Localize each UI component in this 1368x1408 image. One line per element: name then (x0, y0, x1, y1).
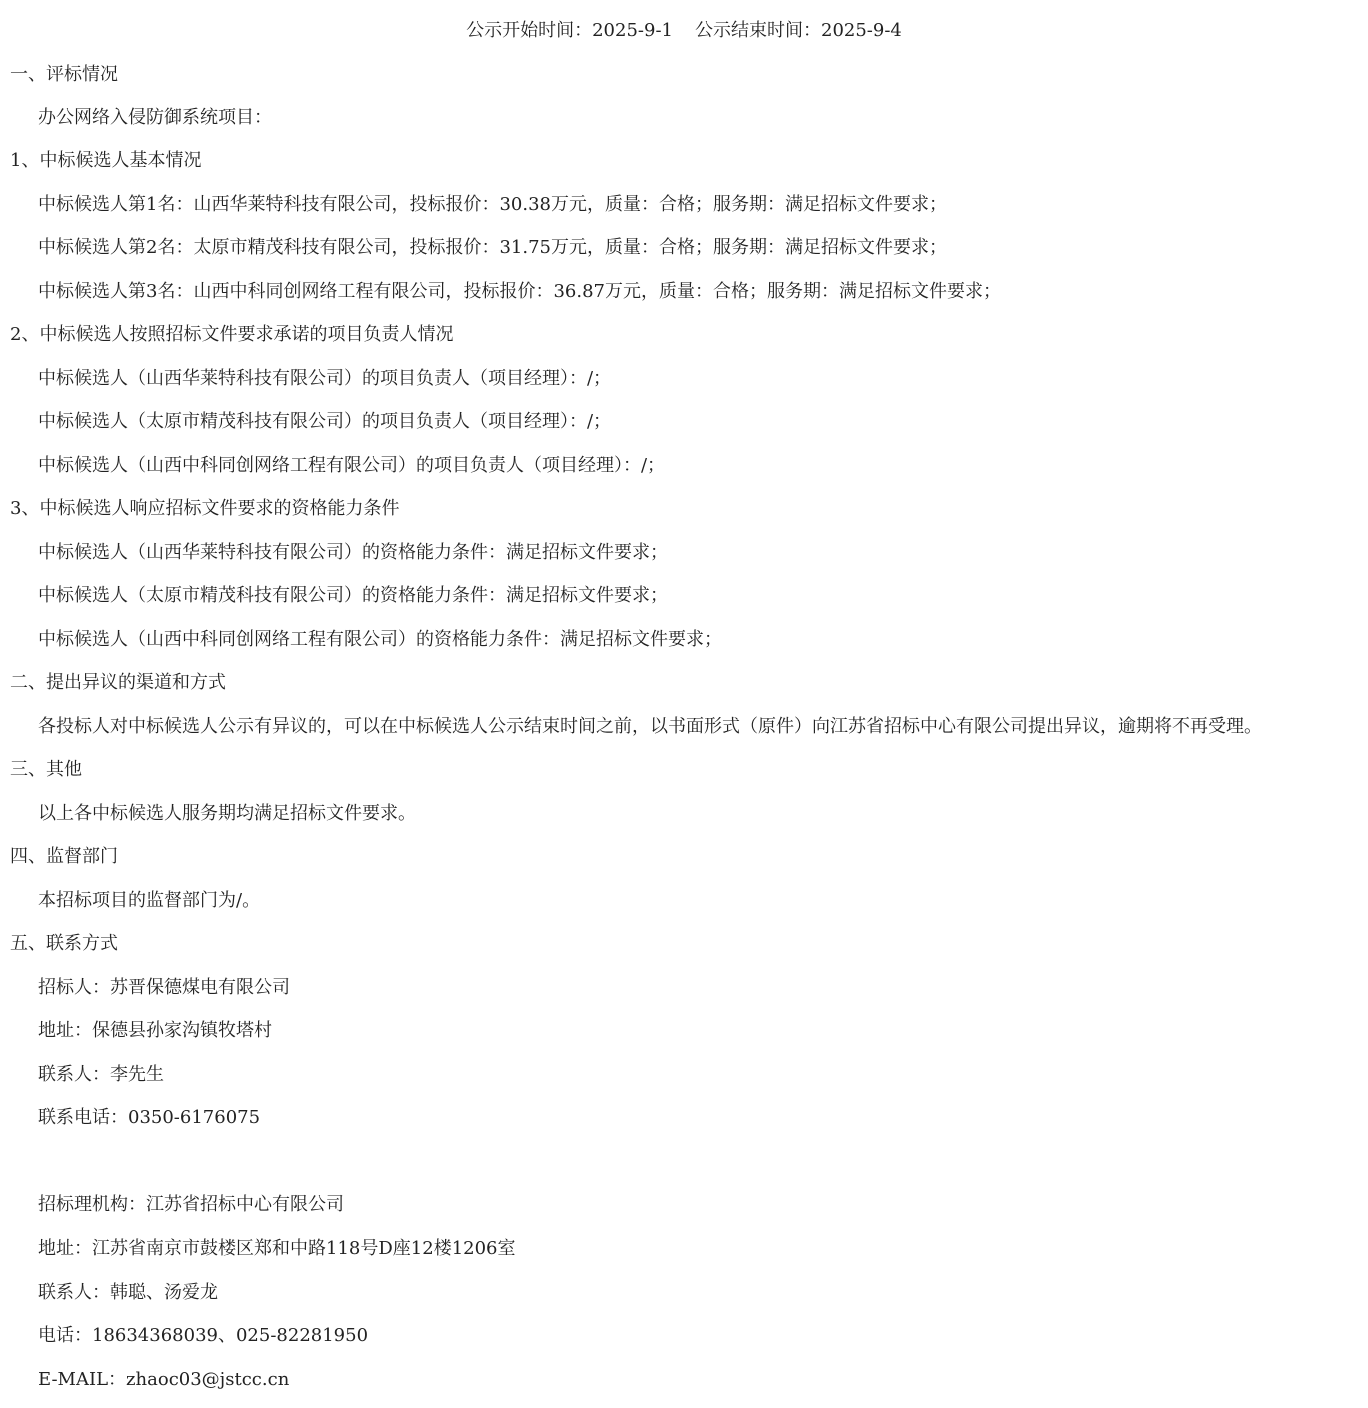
section-heading-objection: 二、提出异议的渠道和方式 (10, 672, 226, 693)
tenderer-phone: 联系电话：0350-6176075 (38, 1107, 261, 1128)
objection-text: 各投标人对中标候选人公示有异议的，可以在中标候选人公示结束时间之前，以书面形式（原件）向江苏省招标中心有限公司提出异议，逾期将不再受理。 (38, 716, 1262, 737)
candidate-rank-1: 中标候选人第1名：山西华莱特科技有限公司，投标报价：30.38万元，质量：合格；服务期：满足招标文件要求； (38, 194, 947, 215)
tenderer-contact-person: 联系人：李先生 (38, 1064, 164, 1085)
agency-address: 地址：江苏省南京市鼓楼区郑和中路118号D座12楼1206室 (38, 1238, 516, 1259)
tenderer-address: 地址：保德县孙家沟镇牧塔村 (38, 1020, 272, 1041)
other-text: 以上各中标候选人服务期均满足招标文件要求。 (38, 803, 416, 824)
subheading-qualification: 3、中标候选人响应招标文件要求的资格能力条件 (10, 498, 400, 519)
notice-start-time: 公示开始时间：2025-9-1 (466, 20, 673, 41)
subheading-candidate-basic: 1、中标候选人基本情况 (10, 150, 202, 171)
tenderer-name: 招标人：苏晋保德煤电有限公司 (38, 977, 290, 998)
section-heading-supervision: 四、监督部门 (10, 846, 118, 867)
agency-phone: 电话：18634368039、025-82281950 (38, 1325, 369, 1346)
agency-name: 招标理机构：江苏省招标中心有限公司 (38, 1194, 344, 1215)
section-heading-other: 三、其他 (10, 759, 82, 780)
manager-item: 中标候选人（山西中科同创网络工程有限公司）的项目负责人（项目经理）：/； (38, 455, 666, 476)
agency-email: E-MAIL：zhaoc03@jstcc.cn (38, 1369, 290, 1390)
qualification-item: 中标候选人（太原市精茂科技有限公司）的资格能力条件：满足招标文件要求； (38, 585, 668, 606)
agency-contact-person: 联系人：韩聪、汤爱龙 (38, 1282, 218, 1303)
manager-item: 中标候选人（山西华莱特科技有限公司）的项目负责人（项目经理）：/； (38, 368, 612, 389)
section-heading-evaluation: 一、评标情况 (10, 64, 118, 85)
project-name: 办公网络入侵防御系统项目： (38, 107, 272, 128)
supervision-text: 本招标项目的监督部门为/。 (38, 890, 261, 911)
qualification-item: 中标候选人（山西华莱特科技有限公司）的资格能力条件：满足招标文件要求； (38, 542, 668, 563)
notice-end-time: 公示结束时间：2025-9-4 (695, 20, 902, 41)
section-heading-contact: 五、联系方式 (10, 933, 118, 954)
notice-times (0, 18, 1368, 44)
candidate-rank-2: 中标候选人第2名：太原市精茂科技有限公司，投标报价：31.75万元，质量：合格；服务期：满足招标文件要求； (38, 237, 947, 258)
candidate-rank-3: 中标候选人第3名：山西中科同创网络工程有限公司，投标报价：36.87万元，质量：合格；服务期：满足招标文件要求； (38, 281, 1001, 302)
qualification-item: 中标候选人（山西中科同创网络工程有限公司）的资格能力条件：满足招标文件要求； (38, 629, 722, 650)
manager-item: 中标候选人（太原市精茂科技有限公司）的项目负责人（项目经理）：/； (38, 411, 612, 432)
subheading-project-manager: 2、中标候选人按照招标文件要求承诺的项目负责人情况 (10, 324, 454, 345)
